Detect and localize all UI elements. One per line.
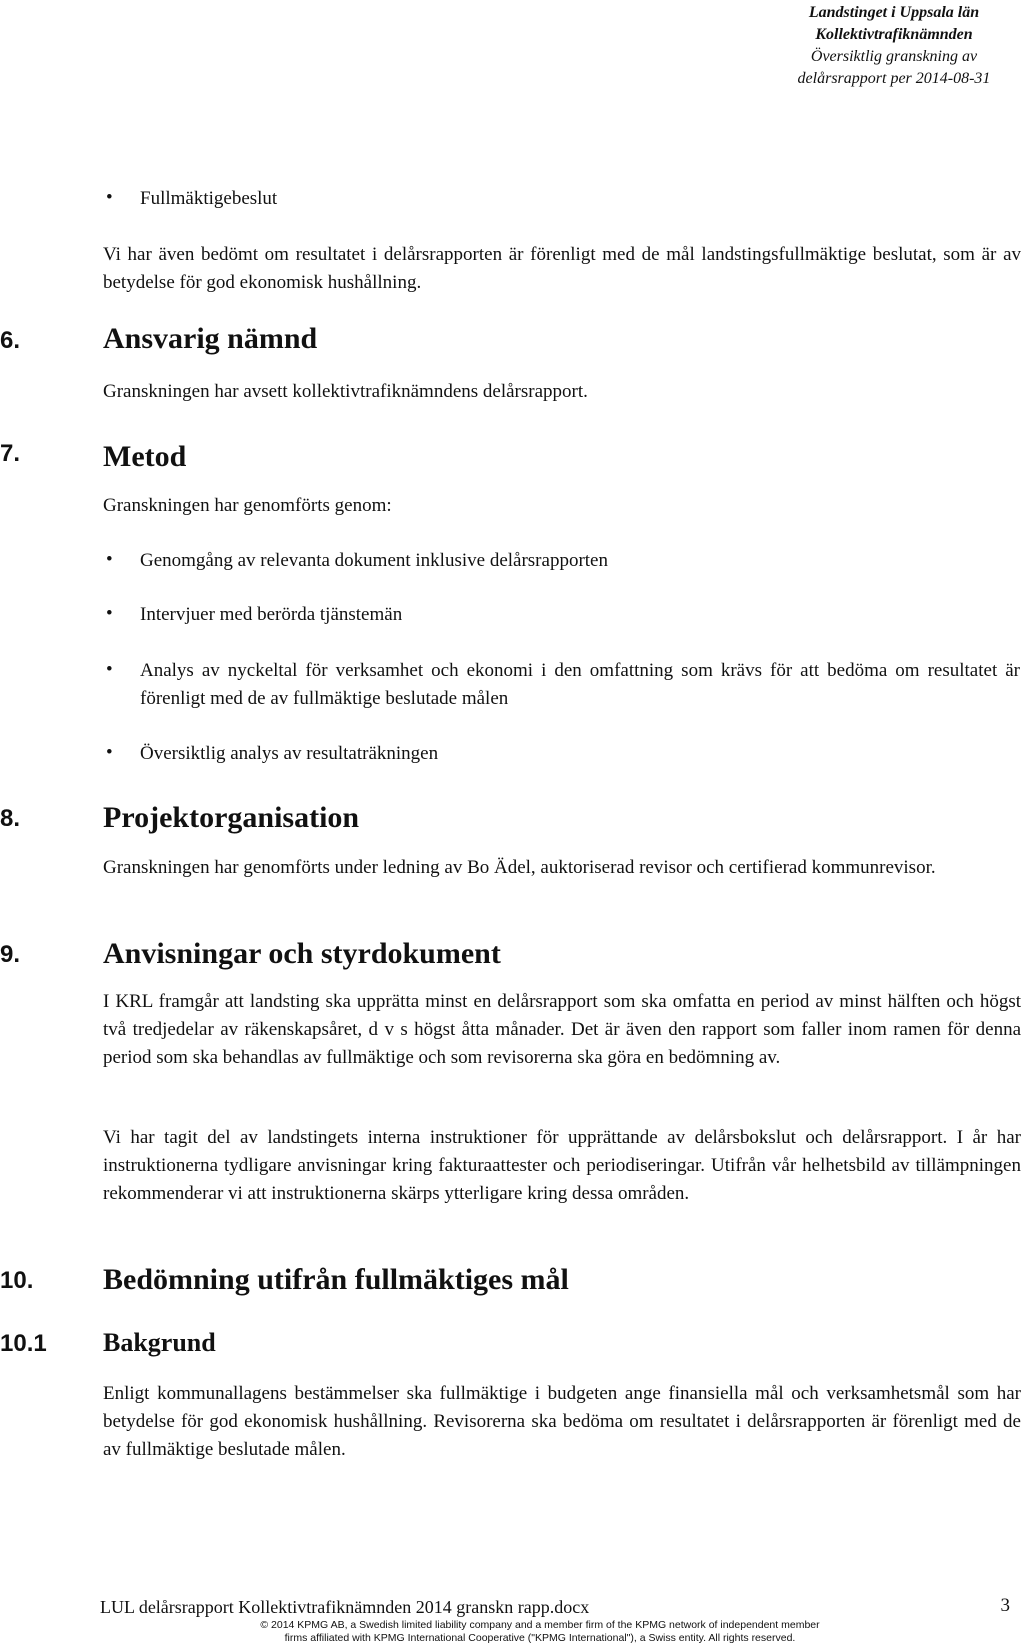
section-9-number: 9.	[0, 941, 21, 968]
section-9-paragraph-1: I KRL framgår att landsting ska upprätta minst en delårsrapport som ska omfatta en period av minst hälften och högst två tredjedelar av räkenskapsåret, d v s högst åtta månader. Det är även den rapport som faller inom ramen för denna period som ska behandlas av fullmäktige och som revisorerna ska göra en bedömning av.	[103, 991, 1021, 1068]
section-8-number: 8.	[0, 805, 21, 832]
section-10-heading: Bedömning utifrån fullmäktiges mål	[103, 1263, 569, 1296]
intro-bullet-text: Fullmäktigebeslut	[140, 188, 278, 209]
section-6-heading: Ansvarig nämnd	[103, 322, 318, 355]
method-item: Genomgång av relevanta dokument inklusive delårsrapporten	[140, 550, 608, 571]
copyright-notice: © 2014 KPMG AB, a Swedish limited liability company and a member firm of the KPMG network of independent member firms affiliated with KPMG International Cooperative ("KPMG International"), a Swiss entity. All rights reserved.	[260, 1619, 820, 1644]
section-6-text: Granskningen har avsett kollektivtrafiknämndens delårsrapport.	[103, 381, 588, 402]
bullet-icon: •	[106, 603, 113, 624]
page-number: 3	[1000, 1595, 1010, 1616]
section-10-number: 10.	[0, 1267, 34, 1294]
bullet-icon: •	[106, 742, 113, 763]
method-item: Analys av nyckeltal för verksamhet och ekonomi i den omfattning som krävs för att bedöma om resultatet är förenligt med de av fullmäktige beslutade målen	[140, 660, 1020, 709]
section-8-heading: Projektorganisation	[103, 801, 360, 834]
bullet-icon: •	[106, 659, 113, 680]
header-report-type: Översiktlig granskning av	[810, 48, 978, 65]
method-item: Översiktlig analys av resultaträkningen	[140, 743, 439, 764]
section-10-1-heading: Bakgrund	[103, 1328, 216, 1357]
section-8-text: Granskningen har genomförts under ledning av Bo Ädel, auktoriserad revisor och certifierad kommunrevisor.	[103, 857, 936, 878]
document-header	[774, 2, 1014, 90]
section-7-heading: Metod	[103, 440, 187, 473]
method-item: Intervjuer med berörda tjänstemän	[140, 604, 403, 625]
section-7-text: Granskningen har genomförts genom:	[103, 495, 392, 516]
header-report-date: delårsrapport per 2014-08-31	[797, 70, 991, 87]
section-9-paragraph-2: Vi har tagit del av landstingets interna instruktioner för upprättande av delårsbokslut och delårsrapport. I år har instruktionerna tydligare anvisningar kring fakturaattester och periodiseringar. Utifrån vår helhetsbild av tillämpningen rekommenderar vi att instruktionerna skärps ytterligare kring dessa områden.	[103, 1127, 1021, 1204]
header-organization: Landstinget i Uppsala län	[808, 4, 980, 21]
bullet-icon: •	[106, 187, 113, 208]
bullet-icon: •	[106, 549, 113, 570]
section-6-number: 6.	[0, 327, 21, 354]
section-10-1-text: Enligt kommunallagens bestämmelser ska fullmäktige i budgeten ange finansiella mål och verksamhetsmål som har betydelse för god ekonomisk hushållning. Revisorerna ska bedöma om resultatet i delårsrapporten är förenligt med de av fullmäktige beslutade målen.	[103, 1383, 1021, 1460]
section-10-1-number: 10.1	[0, 1330, 47, 1357]
intro-paragraph: Vi har även bedömt om resultatet i delårsrapporten är förenligt med de mål landstingsfullmäktige beslutat, som är av betydelse för god ekonomisk hushållning.	[103, 244, 1021, 293]
header-committee: Kollektivtrafiknämnden	[815, 26, 973, 43]
section-7-number: 7.	[0, 440, 21, 467]
footer-filename: LUL delårsrapport Kollektivtrafiknämnden 2014 granskn rapp.docx	[100, 1597, 590, 1617]
section-9-heading: Anvisningar och styrdokument	[103, 937, 501, 970]
